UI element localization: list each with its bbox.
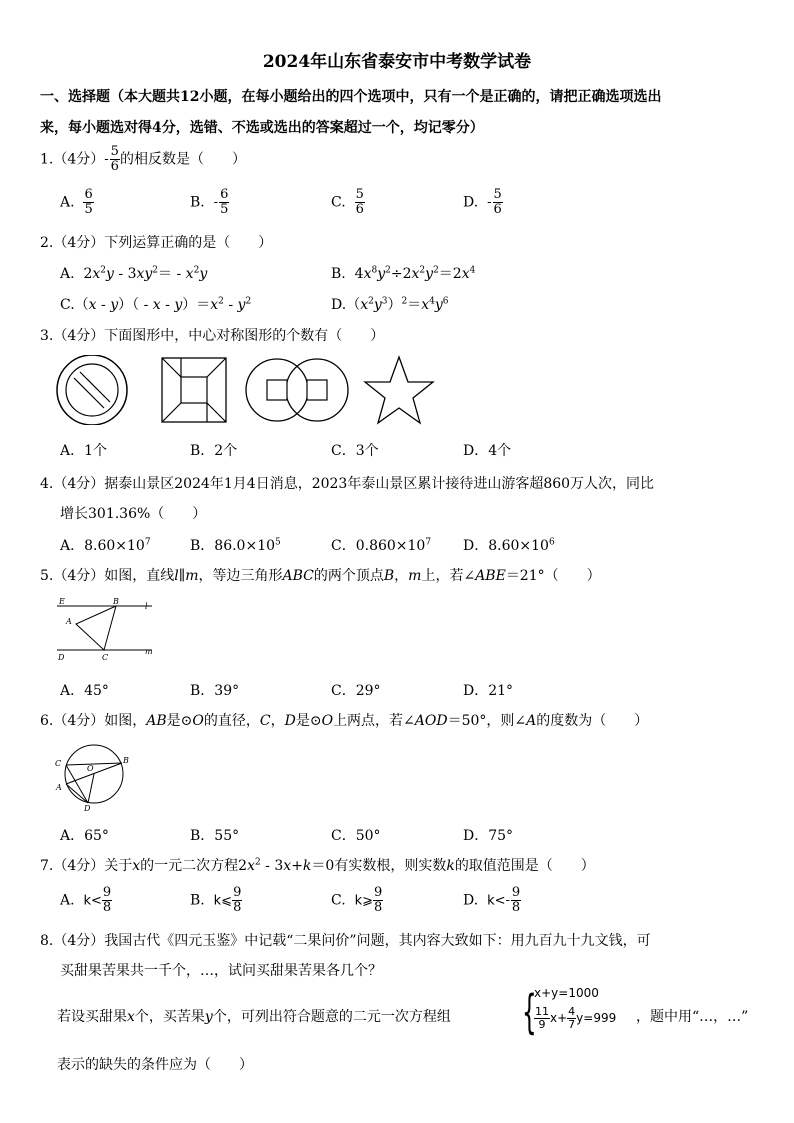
q5-label-m: m xyxy=(145,647,153,656)
figure-star xyxy=(365,357,433,423)
q6-label-c: C xyxy=(55,759,62,768)
question-6-figure xyxy=(52,740,142,812)
section-heading-line2: 来，每小题选对得4分，选错、不选或选出的答案超过一个，均记零分） xyxy=(40,120,484,136)
question-5-option-a[interactable]: A．45° xyxy=(60,683,109,699)
question-2-option-c[interactable]: $C.(x - y)( - x - y)=x^2 - y^2$ xyxy=(60,296,252,313)
question-4-stem-line1: 4.（4分）据泰山景区2024年1月4日消息，2023年泰山景区累计接待进山游客超860万人次，同比 xyxy=(40,476,655,492)
question-6-stem: 6.（4分）如图，AB是⊙O的直径，C，D是⊙O上两点，若∠AOD＝50°，则∠A的度数为（ ） xyxy=(40,713,649,729)
question-1-option-b[interactable]: B. - $\frac{6}{5}$ xyxy=(190,187,229,217)
question-4-option-b[interactable]: B．$86.0\times 10^5$ xyxy=(190,537,281,554)
question-3-stem: 3.（4分）下面图形中，中心对称图形的个数有（ ） xyxy=(40,328,385,344)
q5-label-d: D xyxy=(58,653,65,662)
q6-label-d: D xyxy=(84,804,91,812)
question-6-option-a[interactable]: A．65° xyxy=(60,828,109,844)
question-1-option-d[interactable]: D. - $\frac{5}{6}$ xyxy=(463,187,502,217)
question-3-option-a[interactable]: A．1个 xyxy=(60,443,108,459)
figure-two-coins xyxy=(246,359,348,421)
question-8-stem-line1: 8.（4分）我国古代《四元玉鉴》中记载“二果问价”问题，其内容大致如下：用九百九十九文钱，可 xyxy=(40,933,651,949)
q5-label-l: l xyxy=(145,602,148,611)
question-1-stem: 1.（4分）- $\frac{5}{6}$ 的相反数是（ ） xyxy=(40,144,246,174)
equation-1: x+y=1000 xyxy=(534,986,599,1000)
equation-2: $\frac{11}{9}$ x+ $\frac{4}{7}$ y=999 xyxy=(535,1005,617,1031)
question-3-figures xyxy=(55,355,435,425)
question-4-option-c[interactable]: C．$0.860\times 10^7$ xyxy=(331,537,432,554)
question-7-option-d[interactable]: D. k<- $\frac{9}{8}$ xyxy=(463,885,521,915)
question-3-option-d[interactable]: D．4个 xyxy=(463,443,512,459)
figure-pinwheel-square xyxy=(162,358,226,422)
question-4-option-a[interactable]: A．$8.60\times 10^7$ xyxy=(60,537,151,554)
question-3-option-c[interactable]: C．3个 xyxy=(331,443,379,459)
section-heading-line1: 一、选择题（本大题共12小题，在每小题给出的四个选项中，只有一个是正确的，请把正确选项选出 xyxy=(40,89,662,105)
page-title: 2024年山东省泰安市中考数学试卷 xyxy=(262,52,532,72)
q5-label-e: E xyxy=(59,597,65,606)
question-7-stem: 7.（4分）关于x的一元二次方程$2x^2 - 3x+k=0$有实数根，则实数k的取值范围是（ ） xyxy=(40,857,595,874)
question-1-option-a[interactable]: A. $\frac{6}{5}$ xyxy=(60,187,93,217)
question-6-option-c[interactable]: C．50° xyxy=(331,828,381,844)
question-5-option-c[interactable]: C．29° xyxy=(331,683,381,699)
question-8-stem-line3-end: ，题中用“…，…” xyxy=(636,1009,749,1025)
question-8-stem-line4: 表示的缺失的条件应为（ ） xyxy=(57,1057,253,1073)
question-2-option-a[interactable]: A. $2x^2y - 3xy^2= - x^2y$ xyxy=(60,265,208,282)
q6-label-a: A xyxy=(56,783,62,792)
question-7-option-a[interactable]: A. k< $\frac{9}{8}$ xyxy=(60,885,112,915)
question-8-equation-system: { x+y=1000 $\frac{11}{9}$ x+ $\frac{4}{7}$ y=999 xyxy=(522,985,617,1039)
question-8-stem-line3: 若设买甜果x个，买苦果y个，可列出符合题意的二元一次方程组 xyxy=(57,1009,451,1025)
question-4-stem-line2: 增长301.36%（ ） xyxy=(60,506,207,522)
question-5-option-b[interactable]: B．39° xyxy=(190,683,240,699)
q6-label-b: B xyxy=(123,756,129,765)
question-5-figure xyxy=(52,596,162,666)
question-7-option-c[interactable]: C. k⩾ $\frac{9}{8}$ xyxy=(331,885,383,915)
figure-circle-slash xyxy=(57,355,127,425)
q6-label-o: O xyxy=(87,764,94,773)
question-1-option-c[interactable]: C. $\frac{5}{6}$ xyxy=(331,187,364,217)
question-2-option-b[interactable]: B. $4x^8y^2\div 2x^2y^2=2x^4$ xyxy=(331,265,476,282)
question-2-option-d[interactable]: $D.(x^2y^3)^2=x^4y^6$ xyxy=(331,296,449,313)
question-8-stem-line2: 买甜果苦果共一千个，…，试问买甜果苦果各几个？ xyxy=(60,963,382,979)
question-5-stem: 5.（4分）如图，直线l∥m，等边三角形ABC的两个顶点B，m上，若∠ABE＝21°（ ） xyxy=(40,568,601,584)
question-7-option-b[interactable]: B. k⩽ $\frac{9}{8}$ xyxy=(190,885,242,915)
q5-label-b: B xyxy=(113,597,119,606)
question-2-stem: 2.（4分）下列运算正确的是（ ） xyxy=(40,235,273,251)
q5-label-a: A xyxy=(66,617,72,626)
question-4-option-d[interactable]: D．$8.60\times 10^6$ xyxy=(463,537,555,554)
question-3-option-b[interactable]: B．2个 xyxy=(190,443,238,459)
question-6-option-b[interactable]: B．55° xyxy=(190,828,240,844)
q5-label-c: C xyxy=(102,653,109,662)
question-5-option-d[interactable]: D．21° xyxy=(463,683,514,699)
question-6-option-d[interactable]: D．75° xyxy=(463,828,514,844)
